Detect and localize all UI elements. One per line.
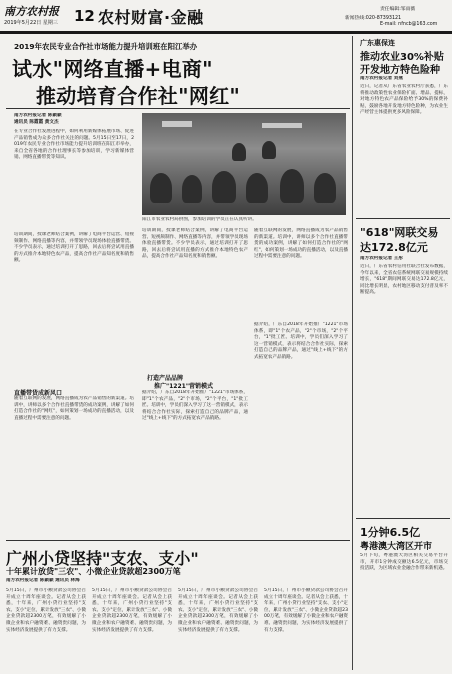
main-headline-line2: 推动培育合作社"网红" [36,84,241,108]
editor-credit: 责任编辑:邹雨薇 [380,7,416,12]
main-body-c: 随着互联网的发展，网络直播成为农产品销售的新渠道。培训中，讲师以多个合作社直播带货的成功案例，讲解了如何打造合作社的"网红"，如何策划一场成功的直播活动，以及直播过程中需要注意的问题。 [14,396,134,421]
bottom-byline: 南方农村报记者 陈颖颖 通讯员 林海 [6,578,80,583]
right-bot-headline1: 1分钟6.5亿 [360,526,421,539]
photo-caption: 阳江市农业农村局供图，参加培训的学员正在认真听讲。 [142,217,257,222]
right-top-headline2: 开发地方特色险种 [360,65,440,76]
issue-date: 2019年5月22日 星期三 [4,20,58,26]
main-body-b: 培训期间，授课老师结合案例，讲解了电商平台运营、短视频制作、网络直播等内容，并带领学员现场体验直播带货。不少学员表示，通过培训打开了思路，回去后将尝试用直播的方式推介本地特色农产品，提高合作社产品知名度和销售额。 [14,232,134,264]
column-divider [352,36,353,670]
subhead-1221: 推广"1221"营销模式 [154,383,213,390]
masthead [0,0,452,38]
right-top-byline: 南方农村报记者 刘燕 [360,76,403,81]
right-label: 广东惠保连 [360,39,395,47]
section-title: 农村财富·金融 [98,8,204,27]
main-body-c-col3: 随着互联网的发展，网络直播成为农产品销售的新渠道。培训中，讲师以多个合作社直播带货的成功案例，讲解了如何打造合作社的"网红"，如何策划一场成功的直播活动，以及直播过程中需要注意的问题。 [254,228,348,260]
right-mid-headline1: "618"网联交易 [360,226,439,239]
main-body-d-col2: 培训期间，授课老师结合案例，讲解了电商平台运营、短视频制作、网络直播等内容，并带领学员现场体验直播带货。不少学员表示，通过培训打开了思路，回去后将尝试用直播的方式推介本地特色农产品，提高合作社产品知名度和销售额。 [142,228,248,260]
right-bot-body: 5月下旬，粤港澳大湾区相关交易平台开市，开市1分钟成交额达6.5亿元，市场交投活跃，为区域农业金融合作带来新机遇。 [360,553,448,572]
newspaper-logo: 南方农村报 [4,5,59,18]
bottom-subheadline: 十年累计放贷"三农"、小微企业贷款超2300万笔 [6,567,181,576]
right-mid-headline2: 达172.8亿元 [360,241,428,254]
bottom-body-col3: 5月15日，广州市小额贷款公司协会召开成立十周年座谈会。记者从会上获悉，十年来，广州小贷行业坚持"支农、支小"定位，累计发放"三农"、小微企业贷款超2300万笔，有效缓解了小微企业和农户融资难、融资贵问题，为实体经济发展提供了有力支撑。 [178,588,258,633]
right-bot-headline2: 粤港澳大湾区开市 [360,542,433,552]
main-body-a: 在专业合作社发展进程中，如何利用新媒体拓展市场、促进产品销售成为众多合作社关注的问题。5月15日至17日，2019年农民专业合作社市场能力提升培训班在阳江市举办，来自全省各地的合作社理事长等参加培训，学习新媒体营销、网络直播带货等知识。 [14,129,134,161]
news-hotline: 新闻热线:020-87393121 [345,16,402,21]
masthead-rule [0,31,452,34]
subhead-brand: 打造产品品牌 [147,375,184,382]
main-byline: 南方农村报记者 陈颖颖 通讯员 陈霞霞 黄文杰 [14,113,62,125]
training-session-photo [142,113,346,215]
right-mid-byline: 南方农村报记者 王彤 [360,256,403,261]
headline-divider [6,108,350,109]
bottom-body-col2: 5月15日，广州市小额贷款公司协会召开成立十周年座谈会。记者从会上获悉，十年来，广州小贷行业坚持"支农、支小"定位，累计发放"三农"、小微企业贷款超2300万笔，有效缓解了小微企业和农户融资难、融资贵问题，为实体经济发展提供了有力支撑。 [92,588,172,633]
main-headline-line1: 试水"网络直播+电商" [12,57,213,81]
bottom-divider [6,540,350,541]
contact-email: E-mail: nfncb@163.com [380,22,438,27]
bottom-body-col1: 5月15日，广州市小额贷款公司协会召开成立十周年座谈会。记者从会上获悉，十年来，广州小贷行业坚持"支农、支小"定位，累计发放"三农"、小微企业贷款超2300万笔，有效缓解了小微企业和农户融资难、融资贵问题，为实体经济发展提供了有力支撑。 [6,588,86,633]
subhead-livestream: 直播带货成新风口 [14,390,63,397]
page-number: 12 [74,7,95,25]
bottom-body-col4: 5月15日，广州市小额贷款公司协会召开成立十周年座谈会。记者从会上获悉，十年来，广州小贷行业坚持"支农、支小"定位，累计发放"三农"、小微企业贷款超2300万笔，有效缓解了小微企业和农户融资难、融资贵问题，为实体经济发展提供了有力支撑。 [264,588,348,633]
main-body-1221: 据介绍，广东自2018年开始推广"1221"市场体系，即"1"个农产品，"2"个市场，"2"个平台，"1"批工匠。培训中，学员们深入学习了这一营销模式，表示将结合合作社实际，探索打造自己的品牌产品，通过"线上+线下"的方式拓宽农产品销路。 [142,390,248,422]
right-divider-2 [356,518,450,519]
right-mid-body: 近日，广东省农村信用社联合社发布数据，今年以来，全省农信系统网联交易规模持续增长，"618"期间网联交易达172.8亿元，同比增长明显，农村地区移动支付普及率不断提高。 [360,264,448,296]
right-divider-1 [356,218,450,219]
right-top-body: 近日，记者从广东省农业农村厅获悉，广东将推动政策性农业保险扩面、增品、提标，对地方特色农产品保险给予30%的保费补贴，鼓励各地开发地方特色险种，为农业生产经营主体提供更多风险保障。 [360,84,448,116]
main-body-d-col3: 据介绍，广东自2018年开始推广"1221"市场体系，即"1"个农产品，"2"个市场，"2"个平台，"1"批工匠。培训中，学员们深入学习了这一营销模式，表示将结合合作社实际，探索打造自己的品牌产品，通过"线上+线下"的方式拓宽农产品销路。 [254,322,348,360]
right-top-headline1: 推动农业30%补贴 [360,52,444,63]
bottom-headline: 广州小贷坚持"支农、支小" [6,549,199,568]
main-kicker: 2019年农民专业合作社市场能力提升培训班在阳江举办 [14,42,198,51]
